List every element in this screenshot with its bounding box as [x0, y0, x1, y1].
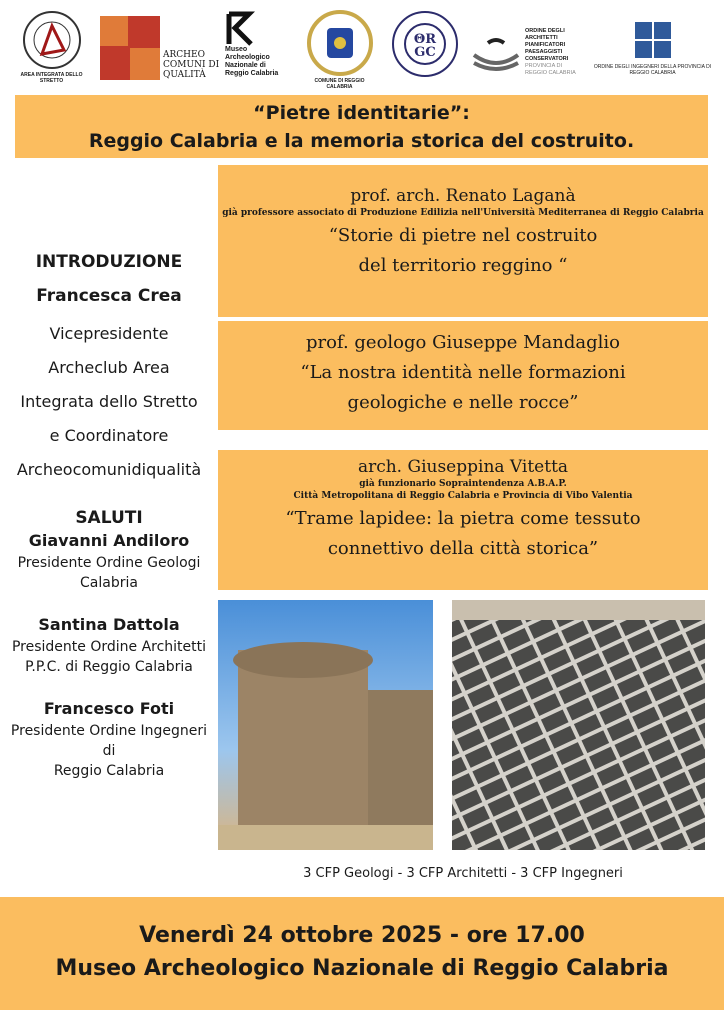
ingegneri-logo: ORDINE DEGLI INGEGNERI DELLA PROVINCIA DI REGGIO CALABRIA: [590, 22, 715, 76]
event-title: “Pietre identitarie”: Reggio Calabria e la memoria storica del costruito.: [15, 95, 708, 158]
event-date: Venerdì 24 ottobre 2025 - ore 17.00: [139, 923, 585, 948]
castle-photo: [218, 600, 433, 850]
archeoclub-logo: AREA INTEGRATA DELLO STRETTO: [14, 10, 89, 84]
museo-logo: Museo Archeologico Nazionale di Reggio Calabria: [225, 10, 290, 78]
archeocomuni-logo: ARCHEO COMUNI DI QUALITÀ: [100, 16, 225, 80]
comune-logo: COMUNE DI REGGIO CALABRIA: [302, 10, 377, 90]
talk-3: arch. Giuseppina Vitetta già funzionario Sopraintendenza A.B.A.P. Città Metropolitana di Reggio Calabria e Provincia di Vibo Valentia “Trame lapidee: la pietra come tessuto connettivo della città storica”: [218, 450, 708, 590]
talk-1: prof. arch. Renato Laganà già professore associato di Produzione Edilizia nell'Università Mediterranea di Reggio Calabria “Storie di pietre nel costruito del territorio reggino “: [218, 165, 708, 317]
svg-text:GC: GC: [414, 45, 436, 60]
architetti-logo: ORDINE DEGLI ARCHITETTI PIANIFICATORI PAESAGGISTI CONSERVATORI PROVINCIA DI REGGIO CALABRIA: [470, 28, 581, 77]
event-info: [0, 897, 724, 1010]
event-place: Museo Archeologico Nazionale di Reggio Calabria: [55, 956, 669, 981]
paving-photo: [452, 600, 705, 850]
intro-section: INTRODUZIONE Francesca Crea Vicepresidente Archeclub Area Integrata dello Stretto e Coordinatore Archeocomunidiqualità: [16, 252, 202, 479]
talk-2: prof. geologo Giuseppe Mandaglio “La nostra identità nelle formazioni geologiche e nelle rocce”: [218, 321, 708, 430]
cfp-credits: 3 CFP Geologi - 3 CFP Architetti - 3 CFP Ingegneri: [303, 866, 623, 881]
saluti-section: SALUTI Giavanni Andiloro Presidente Ordine Geologi Calabria Santina Dattola Presidente Ordine Architetti P.P.C. di Reggio Calabria Francesco Foti Presidente Ordine Ingegneri di Reggio Calabria: [10, 508, 208, 779]
geologi-logo: [390, 10, 460, 78]
svg-text:ΘR: ΘR: [413, 32, 437, 47]
